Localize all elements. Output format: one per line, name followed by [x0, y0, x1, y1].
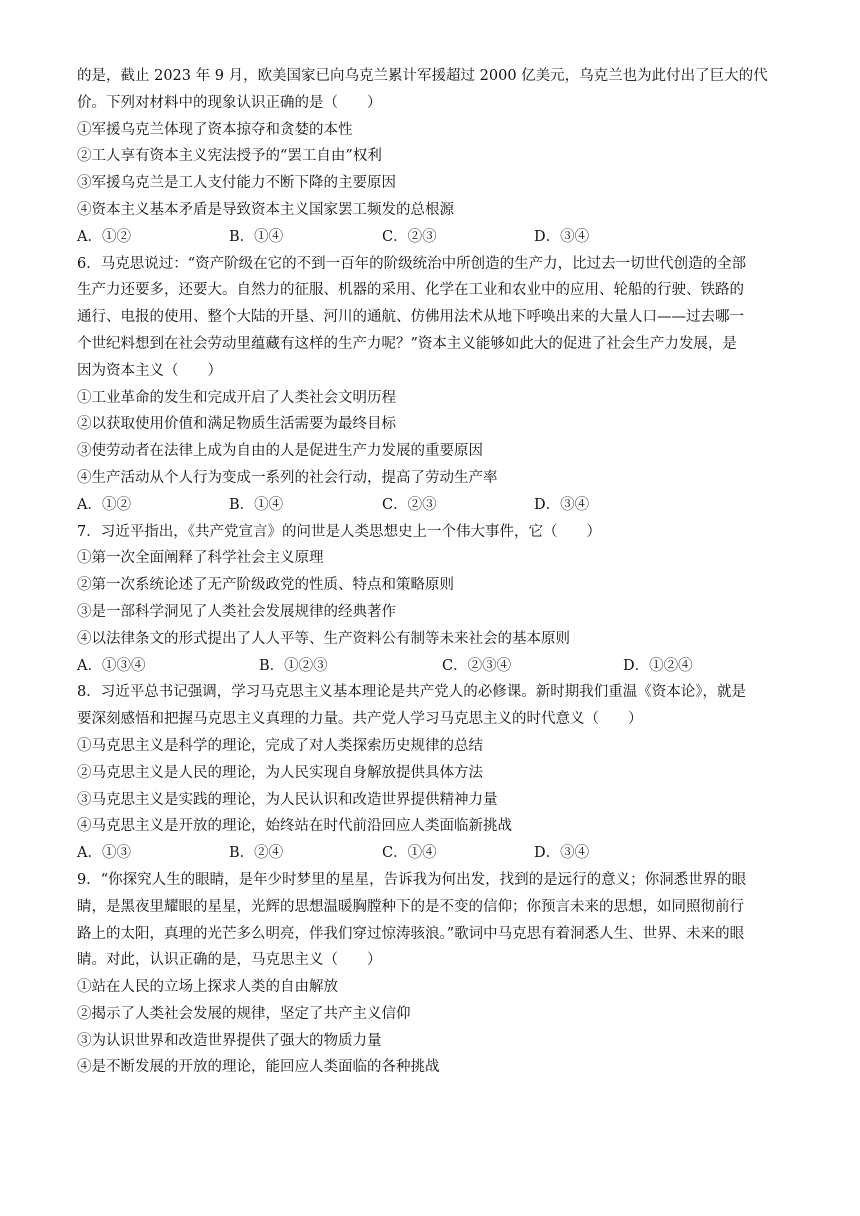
statement-3: ③军援乌克兰是工人支付能力不断下降的主要原因 — [77, 175, 396, 192]
question-stem: 睛。对此，认识正确的是，马克思主义（ ） — [77, 952, 382, 969]
option-a[interactable]: A．①② — [77, 228, 131, 245]
question-stem: 价。下列对材料中的现象认识正确的是（ ） — [77, 94, 382, 111]
statement-3: ③是一部科学洞见了人类社会发展规律的经典著作 — [77, 603, 396, 620]
question-7 — [77, 519, 787, 680]
exam-page — [77, 63, 787, 1081]
answer-options — [77, 224, 787, 251]
question-stem: 要深刻感悟和把握马克思主义真理的力量。共产党人学习马克思主义的时代意义（ ） — [77, 711, 643, 728]
option-b[interactable]: B．①④ — [229, 496, 284, 513]
option-c[interactable]: C．②③ — [382, 496, 437, 513]
option-b[interactable]: B．②④ — [229, 845, 284, 862]
statement-1: ①马克思主义是科学的理论，完成了对人类探索历史规律的总结 — [77, 737, 483, 754]
statement-3: ③马克思主义是实践的理论，为人民认识和改造世界提供精神力量 — [77, 791, 498, 808]
answer-options — [77, 492, 787, 519]
statement-2: ②揭示了人类社会发展的规律，坚定了共产主义信仰 — [77, 1005, 411, 1022]
question-stem: 9．“你探究人生的眼睛，是年少时梦里的星星，告诉我为何出发，找到的是远行的意义；你洞悉世界的眼 — [77, 871, 747, 888]
statement-4: ④生产活动从个人行为变成一系列的社会行动，提高了劳动生产率 — [77, 469, 498, 486]
question-stem: 个世纪料想到在社会劳动里蕴藏有这样的生产力呢？”资本主义能够如此大的促进了社会生产力发展，是 — [77, 335, 737, 352]
statement-4: ④资本主义基本矛盾是导致资本主义国家罢工频发的总根源 — [77, 201, 454, 218]
question-stem: 通行、电报的使用、整个大陆的开垦、河川的通航、仿佛用法术从地下呼唤出来的大量人口——过去哪一 — [77, 309, 744, 326]
question-8 — [77, 679, 787, 867]
question-stem: 的是，截止 2023 年 9 月，欧美国家已向乌克兰累计军援超过 2000 亿美元，乌克兰也为此付出了巨大的代 — [77, 68, 768, 84]
statement-1: ①军援乌克兰体现了资本掠夺和贪婪的本性 — [77, 121, 353, 138]
question-stem: 6．马克思说过：“资产阶级在它的不到一百年的阶级统治中所创造的生产力，比过去一切世代创造的全部 — [77, 255, 747, 272]
question-stem: 因为资本主义（ ） — [77, 362, 222, 379]
statement-1: ①工业革命的发生和完成开启了人类社会文明历程 — [77, 389, 396, 406]
statement-4: ④以法律条文的形式提出了人人平等、生产资料公有制等未来社会的基本原则 — [77, 630, 570, 647]
question-stem: 生产力还要多，还要大。自然力的征服、机器的采用、化学在工业和农业中的应用、轮船的行驶、铁路的 — [77, 282, 744, 299]
question-stem: 8．习近平总书记强调，学习马克思主义基本理论是共产党人的必修课。新时期我们重温《资本论》，就是 — [77, 684, 746, 701]
question-stem: 7．习近平指出，《共产党宣言》的问世是人类思想史上一个伟大事件，它（ ） — [77, 523, 601, 540]
statement-2: ②第一次系统论述了无产阶级政党的性质、特点和策略原则 — [77, 577, 454, 594]
question-5 — [77, 63, 787, 251]
question-stem: 睛，是黑夜里耀眼的星星，光辉的思想温暖胸膛种下的是不变的信仰；你预言未来的思想，如同照彻前行 — [77, 898, 744, 915]
statement-3: ③为认识世界和改造世界提供了强大的物质力量 — [77, 1032, 382, 1049]
option-a[interactable]: A．①③④ — [77, 657, 146, 674]
option-d[interactable]: D．③④ — [534, 845, 590, 862]
answer-options — [77, 653, 787, 680]
option-b[interactable]: B．①④ — [229, 228, 284, 245]
statement-3: ③使劳动者在法律上成为自由的人是促进生产力发展的重要原因 — [77, 443, 483, 460]
option-d[interactable]: D．③④ — [534, 228, 590, 245]
option-c[interactable]: C．①④ — [382, 845, 437, 862]
question-6 — [77, 251, 787, 519]
statement-4: ④马克思主义是开放的理论，始终站在时代前沿回应人类面临新挑战 — [77, 818, 512, 835]
option-d[interactable]: D．①②④ — [623, 657, 693, 674]
answer-options — [77, 840, 787, 867]
statement-1: ①第一次全面阐释了科学社会主义原理 — [77, 550, 324, 567]
statement-1: ①站在人民的立场上探求人类的自由解放 — [77, 979, 338, 996]
question-9 — [77, 867, 787, 1081]
option-d[interactable]: D．③④ — [534, 496, 590, 513]
option-b[interactable]: B．①②③ — [259, 657, 328, 674]
question-stem: 路上的太阳，真理的光芒多么明亮，伴我们穿过惊涛骇浪。”歌词中马克思有着洞悉人生、世界、未来的眼 — [77, 925, 745, 942]
statement-4: ④是不断发展的开放的理论，能回应人类面临的各种挑战 — [77, 1059, 440, 1076]
option-c[interactable]: C．②③ — [382, 228, 437, 245]
option-a[interactable]: A．①③ — [77, 845, 131, 862]
statement-2: ②工人享有资本主义宪法授予的“罢工自由”权利 — [77, 148, 382, 165]
statement-2: ②马克思主义是人民的理论，为人民实现自身解放提供具体方法 — [77, 764, 483, 781]
option-c[interactable]: C．②③④ — [442, 657, 512, 674]
option-a[interactable]: A．①② — [77, 496, 131, 513]
statement-2: ②以获取使用价值和满足物质生活需要为最终目标 — [77, 416, 396, 433]
